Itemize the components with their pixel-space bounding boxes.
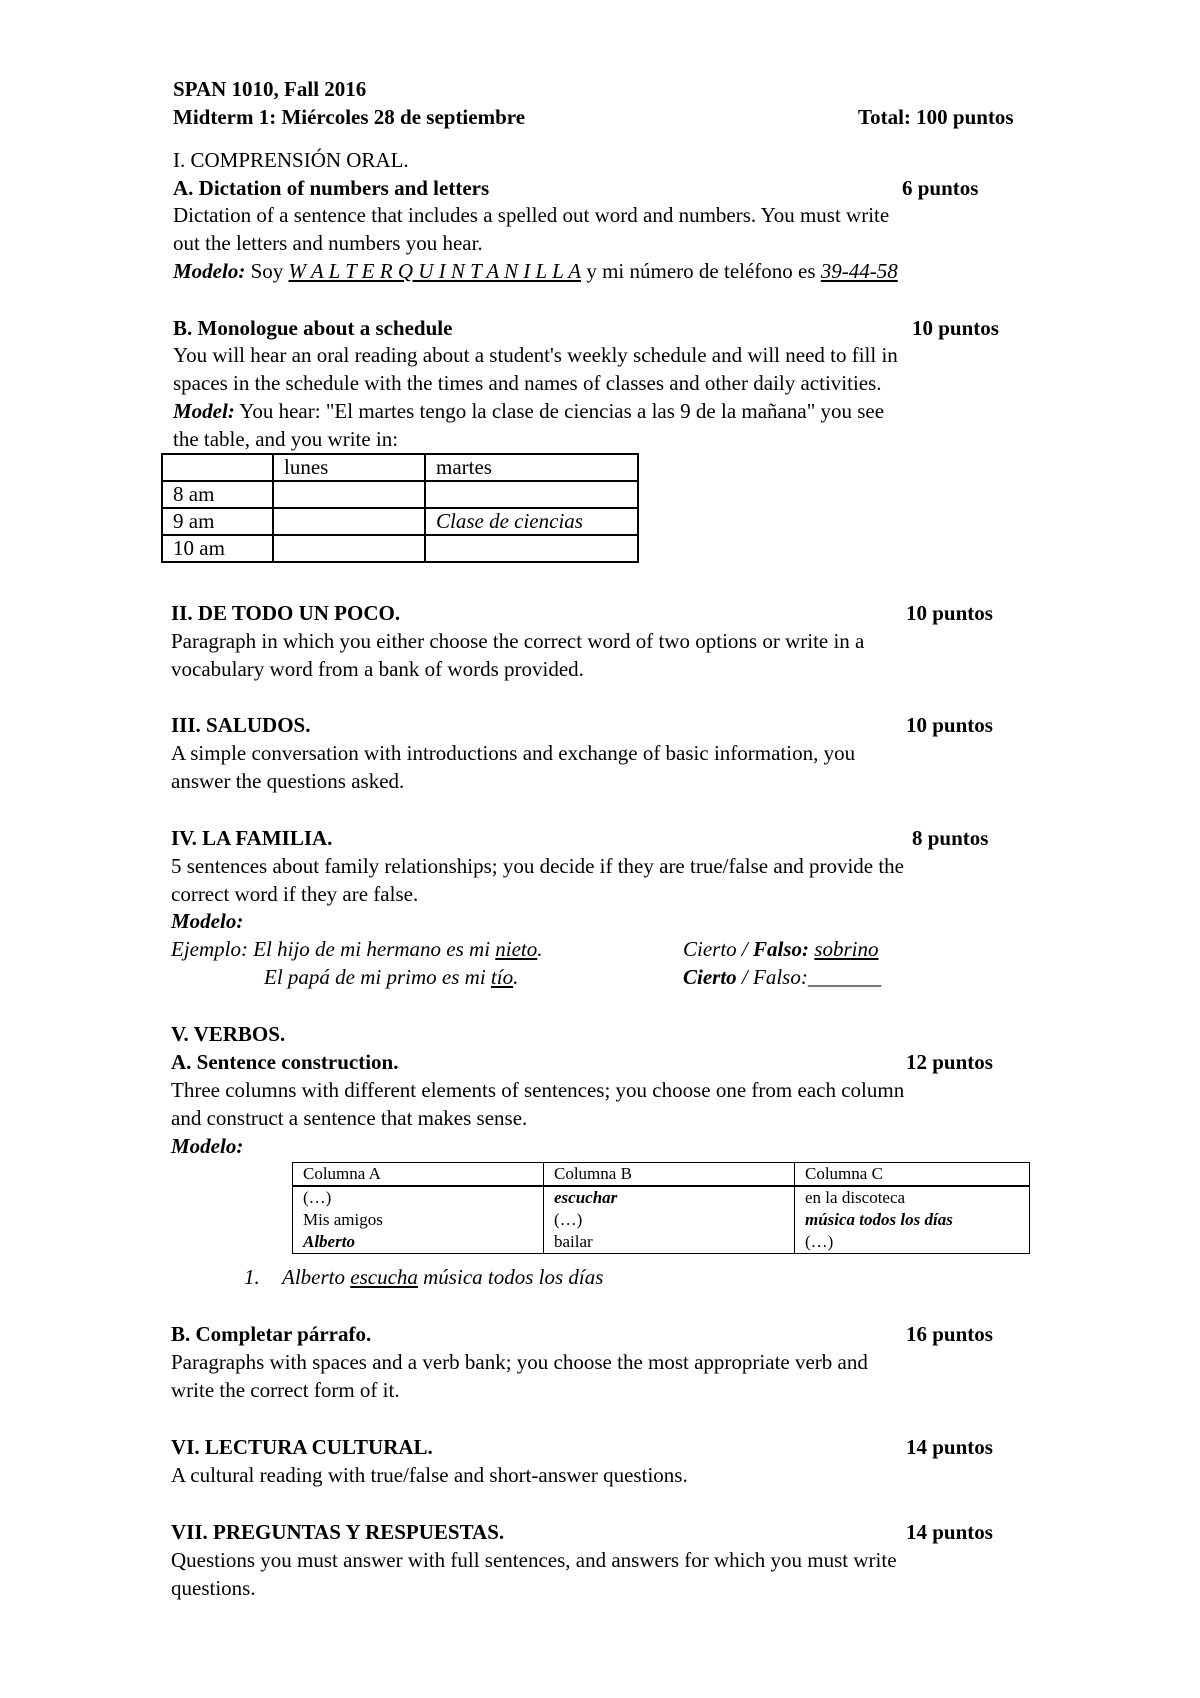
answer-blank: _______ (807, 965, 882, 989)
section-5b-desc-line2: write the correct form of it. (171, 1378, 400, 1402)
answer-verb: escucha (350, 1265, 418, 1289)
column-b-cell (544, 1186, 795, 1254)
table-cell-time: 10 am (162, 535, 273, 562)
section-4-desc-line1: 5 sentences about family relationships; you decide if they are true/false and provide the (171, 854, 905, 878)
list-item: Mis amigos (303, 1210, 383, 1229)
family-example-1 (171, 935, 543, 963)
section-1a-points: 6 puntos (902, 176, 979, 200)
section-7-points: 14 puntos (906, 1520, 993, 1544)
section-1b-model (173, 397, 884, 425)
section-5b-desc-line1: Paragraphs with spaces and a verb bank; you choose the most appropriate verb and (171, 1350, 868, 1374)
answer-text: música todos los días (417, 1265, 604, 1289)
table-cell (162, 454, 273, 481)
section-1b-title: B. Monologue about a schedule (173, 316, 453, 340)
cierto-label: Cierto (683, 965, 737, 989)
section-5a-points: 12 puntos (906, 1050, 993, 1074)
table-cell-filled: Clase de ciencias (425, 508, 638, 535)
model-text: Soy (245, 259, 289, 283)
list-item: música todos los días (805, 1210, 953, 1229)
total-points: Total: 100 puntos (858, 105, 1014, 129)
section-3-title: III. SALUDOS. (171, 713, 311, 737)
table-cell (273, 508, 425, 535)
table-cell (273, 481, 425, 508)
falso-label: Falso: (753, 937, 810, 961)
table-row (162, 454, 638, 481)
section-4-points: 8 puntos (912, 826, 989, 850)
section-5a-desc-line1: Three columns with different elements of sentences; you choose one from each column (171, 1078, 905, 1102)
family-example-1-answer (683, 935, 878, 963)
section-1a-model (173, 257, 898, 285)
section-5a-desc-line2: and construct a sentence that makes sense. (171, 1106, 528, 1130)
list-item: (…) (554, 1210, 583, 1229)
list-item: bailar (554, 1232, 593, 1251)
family-example-2-answer (683, 963, 881, 991)
section-1a-desc-line2: out the letters and numbers you hear. (173, 231, 483, 255)
correct-word: sobrino (814, 937, 879, 961)
section-5b-title: B. Completar párrafo. (171, 1322, 372, 1346)
falso-label: / Falso: (736, 965, 808, 989)
column-a-cell (293, 1186, 544, 1254)
column-c-cell (795, 1186, 1030, 1254)
column-b-header: Columna B (544, 1163, 795, 1187)
section-5b-points: 16 puntos (906, 1322, 993, 1346)
model-spelled-name: W A L T E R Q U I N T A N I L L A (288, 259, 582, 283)
example-text: Ejemplo: El hijo de mi hermano es mi (171, 937, 496, 961)
schedule-table (161, 453, 639, 563)
example-text: . (537, 937, 543, 961)
section-4-desc-line2: correct word if they are false. (171, 882, 419, 906)
section-6-desc-line1: A cultural reading with true/false and short-answer questions. (171, 1463, 688, 1487)
model-answer-sentence (282, 1263, 603, 1291)
section-4-title: IV. LA FAMILIA. (171, 826, 333, 850)
cierto-label: Cierto / (683, 937, 754, 961)
model-label: Model: (173, 399, 235, 423)
example-text: El papá de mi primo es mi (264, 965, 491, 989)
section-1-title: I. COMPRENSIÓN ORAL. (173, 148, 409, 172)
section-3-desc-line1: A simple conversation with introductions and exchange of basic information, you (171, 741, 856, 765)
table-cell-time: 8 am (162, 481, 273, 508)
section-6-title: VI. LECTURA CULTURAL. (171, 1435, 433, 1459)
answer-text: Alberto (282, 1265, 351, 1289)
section-1a-desc-line1: Dictation of a sentence that includes a spelled out word and numbers. You must write (173, 203, 890, 227)
column-c-header: Columna C (795, 1163, 1030, 1187)
table-row (162, 481, 638, 508)
model-phone-number: 39-44-58 (820, 259, 898, 283)
table-cell (273, 535, 425, 562)
section-7-desc-line2: questions. (171, 1576, 256, 1600)
exam-title: Midterm 1: Miércoles 28 de septiembre (173, 105, 526, 129)
table-header-lunes: lunes (273, 454, 425, 481)
section-2-desc-line2: vocabulary word from a bank of words provided. (171, 657, 584, 681)
table-cell (425, 535, 638, 562)
section-7-desc-line1: Questions you must answer with full sentences, and answers for which you must write (171, 1548, 897, 1572)
section-1b-desc-line2: spaces in the schedule with the times and names of classes and other daily activities. (173, 371, 882, 395)
section-4-model-label: Modelo: (171, 909, 244, 933)
family-example-2 (264, 963, 518, 991)
section-5a-title: A. Sentence construction. (171, 1050, 399, 1074)
table-row (293, 1186, 1030, 1254)
course-title: SPAN 1010, Fall 2016 (173, 77, 367, 101)
table-row (293, 1163, 1030, 1187)
section-3-points: 10 puntos (906, 713, 993, 737)
section-2-desc-line1: Paragraph in which you either choose the correct word of two options or write in a (171, 629, 865, 653)
section-2-points: 10 puntos (906, 601, 993, 625)
section-3-desc-line2: answer the questions asked. (171, 769, 405, 793)
section-1a-title: A. Dictation of numbers and letters (173, 176, 490, 200)
example-word: tío (490, 965, 514, 989)
list-item: (…) (805, 1232, 834, 1251)
column-a-header: Columna A (293, 1163, 544, 1187)
example-word: nieto (495, 937, 538, 961)
table-cell-time: 9 am (162, 508, 273, 535)
table-row (162, 535, 638, 562)
list-item: (…) (303, 1188, 332, 1207)
section-1b-points: 10 puntos (912, 316, 999, 340)
model-text: You hear: "El martes tengo la clase de ciencias a las 9 de la mañana" you see (234, 399, 885, 423)
list-item: en la discoteca (805, 1188, 906, 1207)
table-row (162, 508, 638, 535)
section-5-title: V. VERBOS. (171, 1022, 286, 1046)
sentence-columns-table (292, 1162, 1030, 1254)
example-text: . (513, 965, 519, 989)
list-item: Alberto (303, 1232, 355, 1251)
table-header-martes: martes (425, 454, 638, 481)
section-1b-model-line2: the table, and you write in: (173, 427, 399, 451)
model-text: y mi número de teléfono es (581, 259, 821, 283)
list-item: escuchar (554, 1188, 618, 1207)
section-1b-desc-line1: You will hear an oral reading about a student's weekly schedule and will need to fill in (173, 343, 898, 367)
section-2-title: II. DE TODO UN POCO. (171, 601, 401, 625)
section-7-title: VII. PREGUNTAS Y RESPUESTAS. (171, 1520, 505, 1544)
model-answer-number: 1. (244, 1265, 260, 1289)
table-cell (425, 481, 638, 508)
section-6-points: 14 puntos (906, 1435, 993, 1459)
section-5a-model-label: Modelo: (171, 1134, 244, 1158)
model-label: Modelo: (173, 259, 246, 283)
